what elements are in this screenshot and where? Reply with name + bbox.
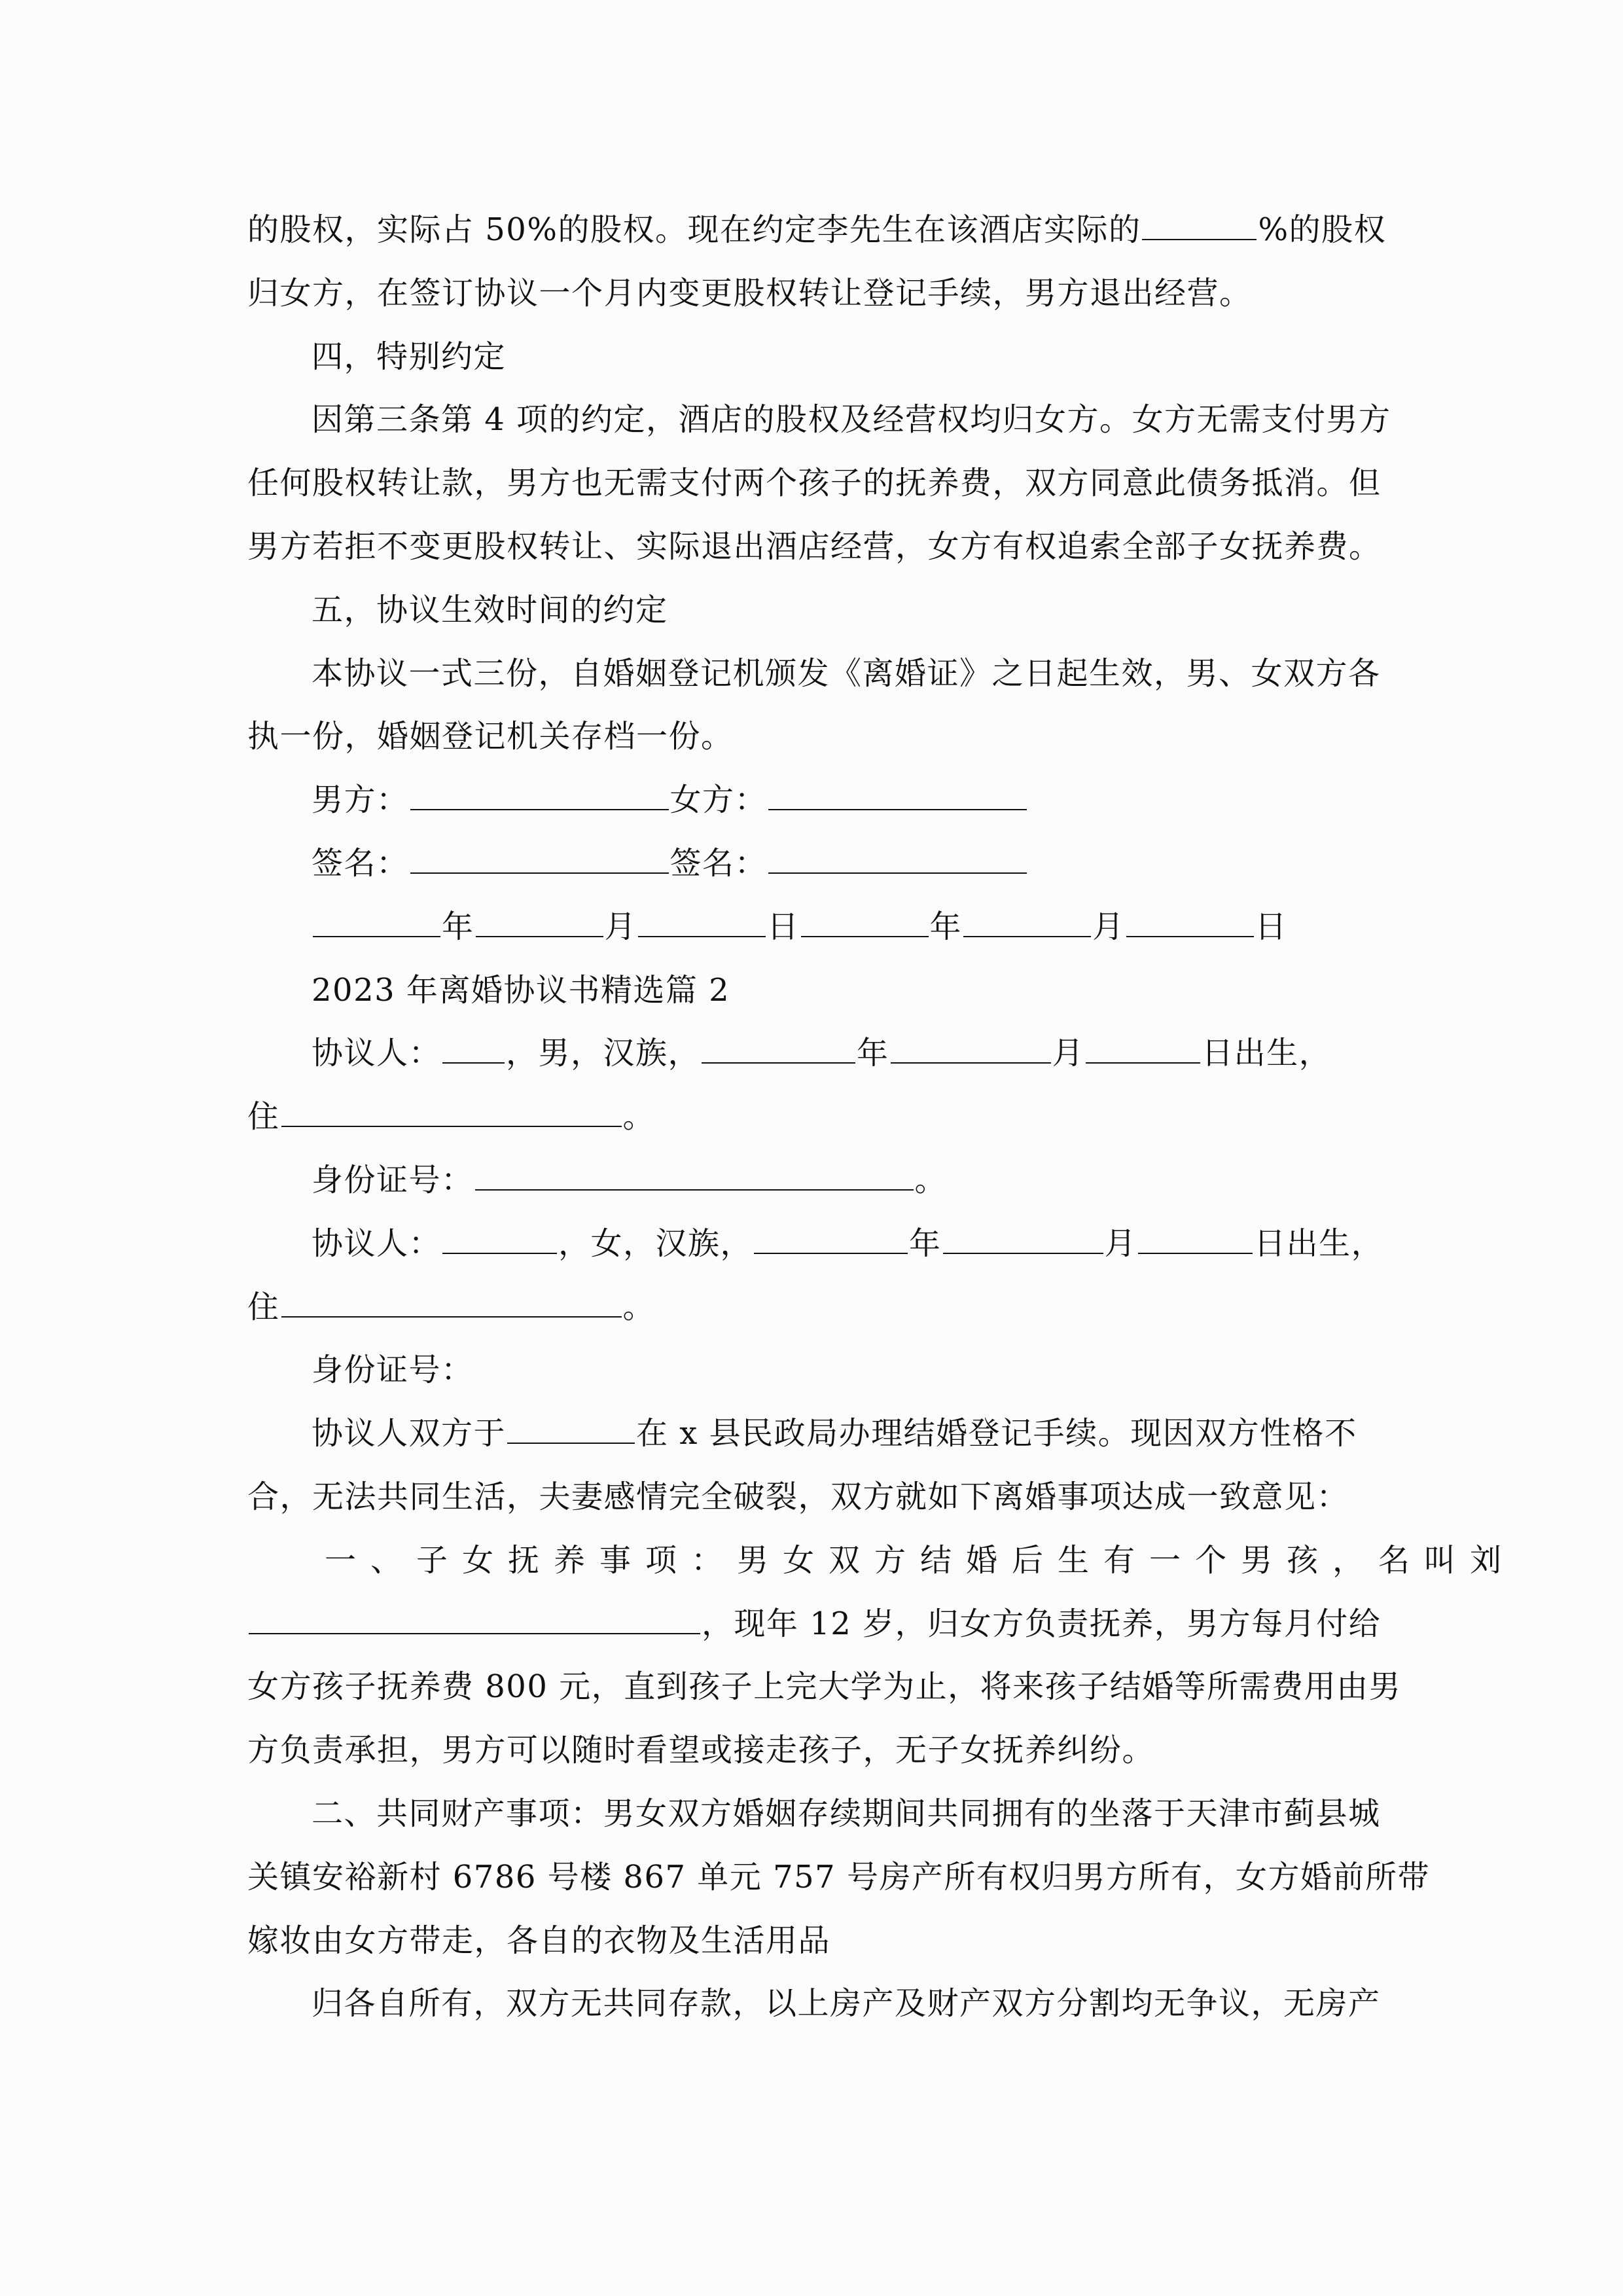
male-label: 男方： xyxy=(312,781,409,819)
text: 月 xyxy=(1052,1035,1085,1072)
year-label: 年 xyxy=(929,908,963,945)
text: 月 xyxy=(1104,1225,1137,1262)
section-child-custody xyxy=(247,1529,1516,1592)
paragraph-line xyxy=(247,1846,1430,1909)
section-heading-special-terms xyxy=(247,325,1380,389)
party-female-info-row xyxy=(247,1212,1384,1276)
text: 日出生， xyxy=(1202,1035,1332,1072)
male-party-name-field[interactable] xyxy=(442,1028,505,1064)
paragraph-line xyxy=(247,1909,1380,1973)
marriage-date-field[interactable] xyxy=(507,1408,635,1444)
text: 身份证号： xyxy=(312,1161,474,1198)
sign-label-male: 签名： xyxy=(312,844,409,882)
article-title xyxy=(247,959,1380,1022)
paragraph-line xyxy=(247,642,1380,706)
party-male-address-row xyxy=(247,1085,1380,1149)
male-address-field[interactable] xyxy=(281,1092,622,1127)
text: 合，无法共同生活，夫妻感情完全破裂，双方就如下离婚事项达成一致意见： xyxy=(247,1478,1349,1515)
text: 协议人双方于 xyxy=(312,1415,507,1452)
text: 二、共同财产事项：男女双方婚姻存续期间共同拥有的坐落于天津市蓟县城 xyxy=(312,1795,1381,1832)
text: 一、子女抚养事项：男女双方结婚后生有一个男孩，名叫刘 xyxy=(325,1541,1516,1579)
paragraph-line xyxy=(247,515,1380,579)
female-signature-field[interactable] xyxy=(768,838,1027,874)
female-address-field[interactable] xyxy=(281,1282,622,1318)
text: 因第三条第 4 项的约定，酒店的股权及经营权均归女方。女方无需支付男方 xyxy=(312,401,1391,439)
birth-year-field[interactable] xyxy=(754,1219,908,1254)
heading-text: 四，特别约定 xyxy=(312,338,507,375)
month-label: 月 xyxy=(604,908,637,945)
text: 男方若拒不变更股权转让、实际退出酒店经营，女方有权追索全部子女抚养费。 xyxy=(247,528,1382,565)
year-label: 年 xyxy=(442,908,474,945)
signature-parties-row xyxy=(247,768,1380,832)
text: 归各自所有，双方无共同存款，以上房产及财产双方分割均无争议，无房产 xyxy=(312,1985,1381,2022)
male-name-field[interactable] xyxy=(410,775,669,810)
party-male-info-row xyxy=(247,1022,1380,1085)
text: 协议人： xyxy=(312,1225,442,1262)
female-label: 女方： xyxy=(669,781,768,819)
birth-month-field[interactable] xyxy=(891,1028,1051,1064)
section-heading-effective-date xyxy=(247,579,1380,642)
text: ，现年 12 岁，归女方负责抚养，男方每月付给 xyxy=(702,1605,1382,1642)
paragraph-line xyxy=(247,1402,1380,1465)
day-label: 日 xyxy=(1255,908,1288,945)
text: 归女方，在签订协议一个月内变更股权转让登记手续，男方退出经营。 xyxy=(247,274,1252,312)
text: 关镇安裕新村 6786 号楼 867 单元 757 号房产所有权归男方所有，女方婚前所带 xyxy=(247,1858,1430,1895)
document-page xyxy=(247,198,1516,2036)
paragraph-line xyxy=(247,198,1387,262)
heading-text: 五，协议生效时间的约定 xyxy=(312,591,668,628)
text: 。 xyxy=(622,1098,656,1136)
text: ，男，汉族， xyxy=(506,1035,701,1072)
party-female-address-row xyxy=(247,1276,1380,1339)
day-field-2[interactable] xyxy=(1126,902,1254,937)
text: 本协议一式三份，自婚姻登记机颁发《离婚证》之日起生效，男、女双方各 xyxy=(312,655,1381,692)
title-text: 2023 年离婚协议书精选篇 2 xyxy=(312,971,730,1009)
signature-row xyxy=(247,832,1380,895)
day-field-1[interactable] xyxy=(638,902,766,937)
paragraph-line xyxy=(247,1465,1380,1529)
sign-label-female: 签名： xyxy=(669,844,768,882)
female-party-name-field[interactable] xyxy=(442,1219,557,1254)
year-field-2[interactable] xyxy=(801,902,929,937)
female-name-field[interactable] xyxy=(768,775,1027,810)
party-male-id-row xyxy=(247,1149,1380,1212)
paragraph-line xyxy=(247,1719,1380,1782)
date-row xyxy=(247,895,1380,959)
text: 年 xyxy=(857,1035,889,1072)
text: 年 xyxy=(909,1225,942,1262)
birth-year-field[interactable] xyxy=(702,1028,855,1064)
day-label: 日 xyxy=(767,908,800,945)
paragraph-line xyxy=(247,1972,1380,2036)
text: 的股权，实际占 50%的股权。现在约定李先生在该酒店实际的 xyxy=(247,211,1141,248)
blank-field-equity-percent[interactable] xyxy=(1142,205,1257,240)
text: 在 x 县民政局办理结婚登记手续。现因双方性格不 xyxy=(636,1415,1357,1452)
text: 协议人： xyxy=(312,1035,442,1072)
month-field-1[interactable] xyxy=(476,902,603,937)
paragraph-line xyxy=(247,705,1380,768)
birth-day-field[interactable] xyxy=(1086,1028,1200,1064)
text: %的股权 xyxy=(1258,211,1387,248)
text: 身份证号： xyxy=(312,1352,474,1389)
male-id-number-field[interactable] xyxy=(475,1155,914,1191)
birth-month-field[interactable] xyxy=(943,1219,1103,1254)
text: 方负责承担，男方可以随时看望或接走孩子，无子女抚养纠纷。 xyxy=(247,1732,1155,1769)
party-female-id-row xyxy=(247,1338,1380,1402)
text: 日出生， xyxy=(1254,1225,1384,1262)
paragraph-line xyxy=(247,1592,1380,1656)
text: 。 xyxy=(914,1161,948,1198)
child-name-field[interactable] xyxy=(249,1599,700,1634)
text: 执一份，婚姻登记机关存档一份。 xyxy=(247,718,734,755)
text: 住 xyxy=(247,1098,280,1136)
month-field-2[interactable] xyxy=(963,902,1091,937)
paragraph-line xyxy=(247,452,1380,515)
male-signature-field[interactable] xyxy=(410,838,669,874)
text: 。 xyxy=(622,1288,656,1325)
section-joint-property xyxy=(247,1782,1380,1846)
birth-day-field[interactable] xyxy=(1138,1219,1253,1254)
paragraph-line xyxy=(247,388,1391,452)
text: 住 xyxy=(247,1288,280,1325)
text: 嫁妆由女方带走，各自的衣物及生活用品 xyxy=(247,1922,831,1959)
text: ，女，汉族， xyxy=(558,1225,753,1262)
text: 任何股权转让款，男方也无需支付两个孩子的抚养费，双方同意此债务抵消。但 xyxy=(247,465,1382,502)
paragraph-line xyxy=(247,1655,1402,1719)
text: 女方孩子抚养费 800 元，直到孩子上完大学为止，将来孩子结婚等所需费用由男 xyxy=(247,1668,1402,1706)
month-label: 月 xyxy=(1092,908,1125,945)
year-field-1[interactable] xyxy=(313,902,440,937)
paragraph-line xyxy=(247,262,1380,325)
